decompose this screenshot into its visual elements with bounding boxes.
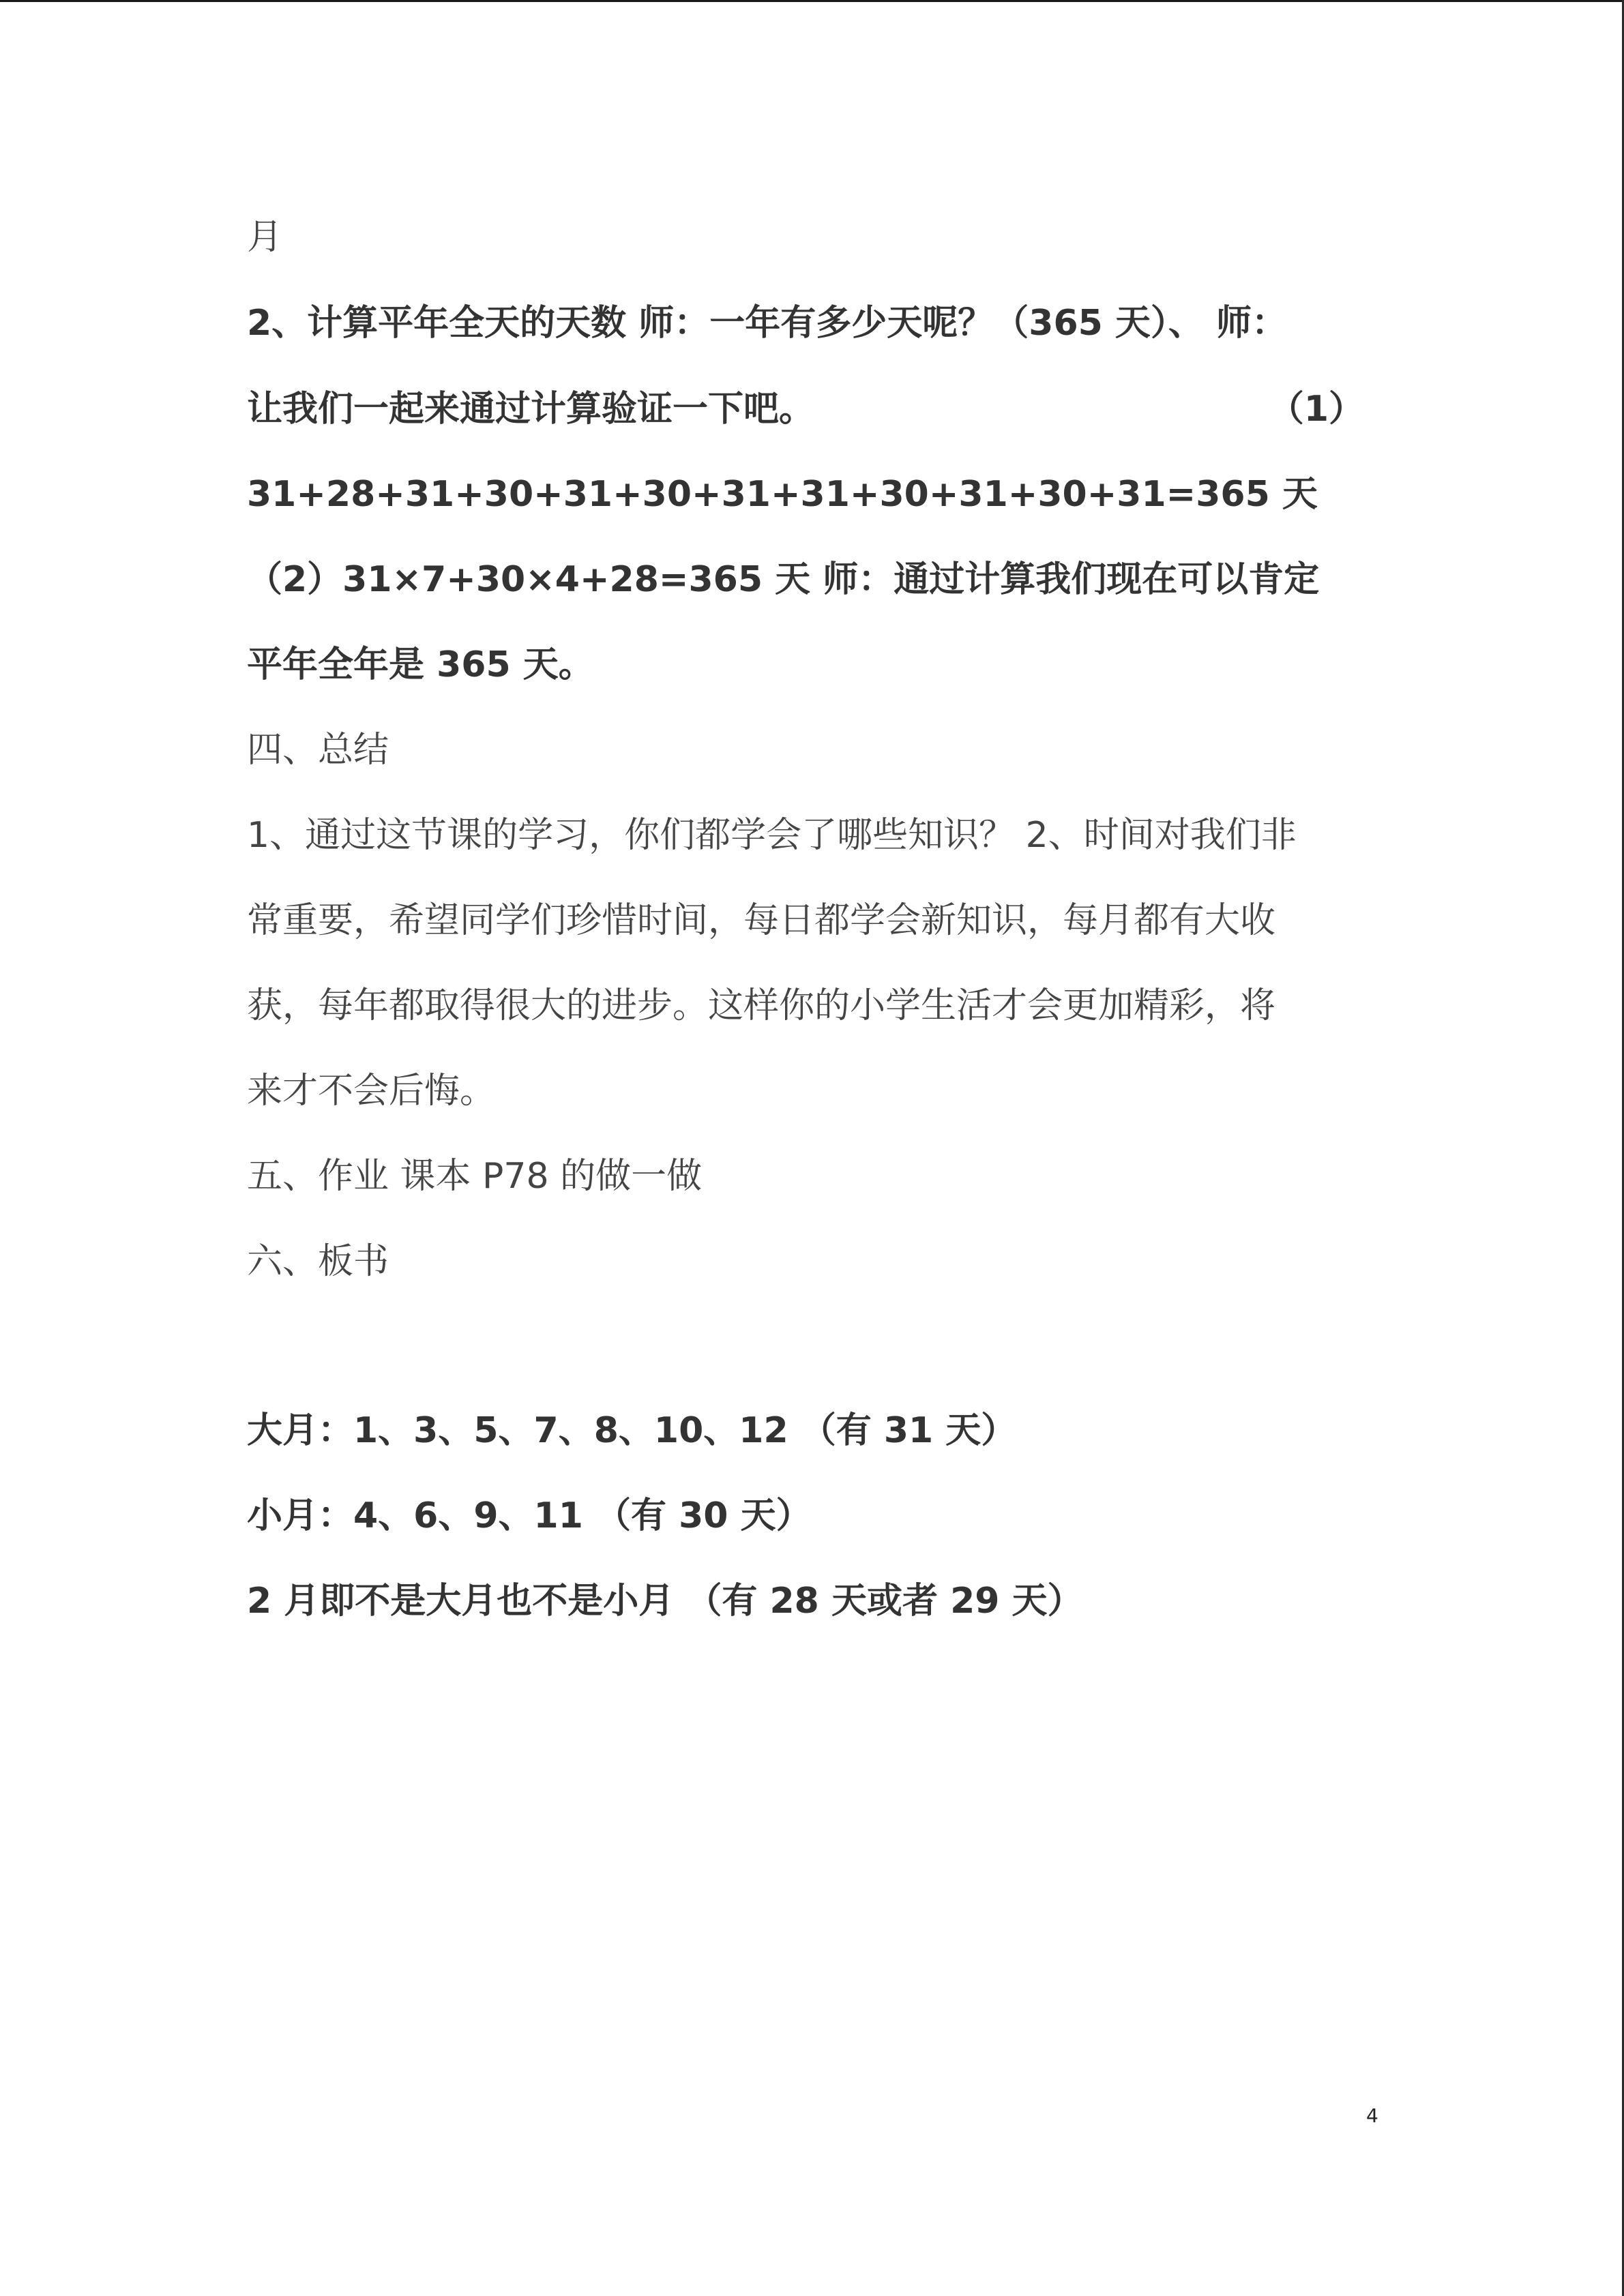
text-line-sum: 31+28+31+30+31+30+31+31+30+31+30+31=365 天 [247,474,1318,515]
text-line-multiply: （2）31×7+30×4+28=365 天 师：通过计算我们现在可以肯定 [247,559,1320,600]
top-border [0,0,1624,2]
text-line-verify [247,385,1379,433]
text-line-month: 月 [247,217,283,258]
board-small-months: 小月：4、6、9、11 （有 30 天） [247,1495,812,1536]
page-number: 4 [1366,2104,1378,2127]
section-board-heading: 六、板书 [247,1241,389,1282]
text-line-calc-days: 2、计算平年全天的天数 师：一年有多少天呢？（365 天）、 师： [247,303,1288,344]
summary-line-2: 常重要，希望同学们珍惜时间，每日都学会新知识，每月都有大收 [247,900,1276,941]
section-summary-heading: 四、总结 [247,730,389,771]
verify-text: 让我们一起来通过计算验证一下吧。 [247,389,815,430]
section-homework: 五、作业 课本 P78 的做一做 [247,1156,703,1197]
board-february: 2 月即不是大月也不是小月 （有 28 天或者 29 天） [247,1581,1083,1622]
summary-line-1: 1、通过这节课的学习，你们都学会了哪些知识？ 2、时间对我们非 [247,815,1297,856]
summary-line-3: 获，每年都取得很大的进步。这样你的小学生活才会更加精彩，将 [247,985,1276,1026]
step-1-label: （1） [1268,389,1364,430]
text-line-conclusion: 平年全年是 365 天。 [247,644,594,685]
board-big-months: 大月：1、3、5、7、8、10、12 （有 31 天） [247,1410,1017,1451]
summary-line-4: 来才不会后悔。 [247,1071,496,1112]
